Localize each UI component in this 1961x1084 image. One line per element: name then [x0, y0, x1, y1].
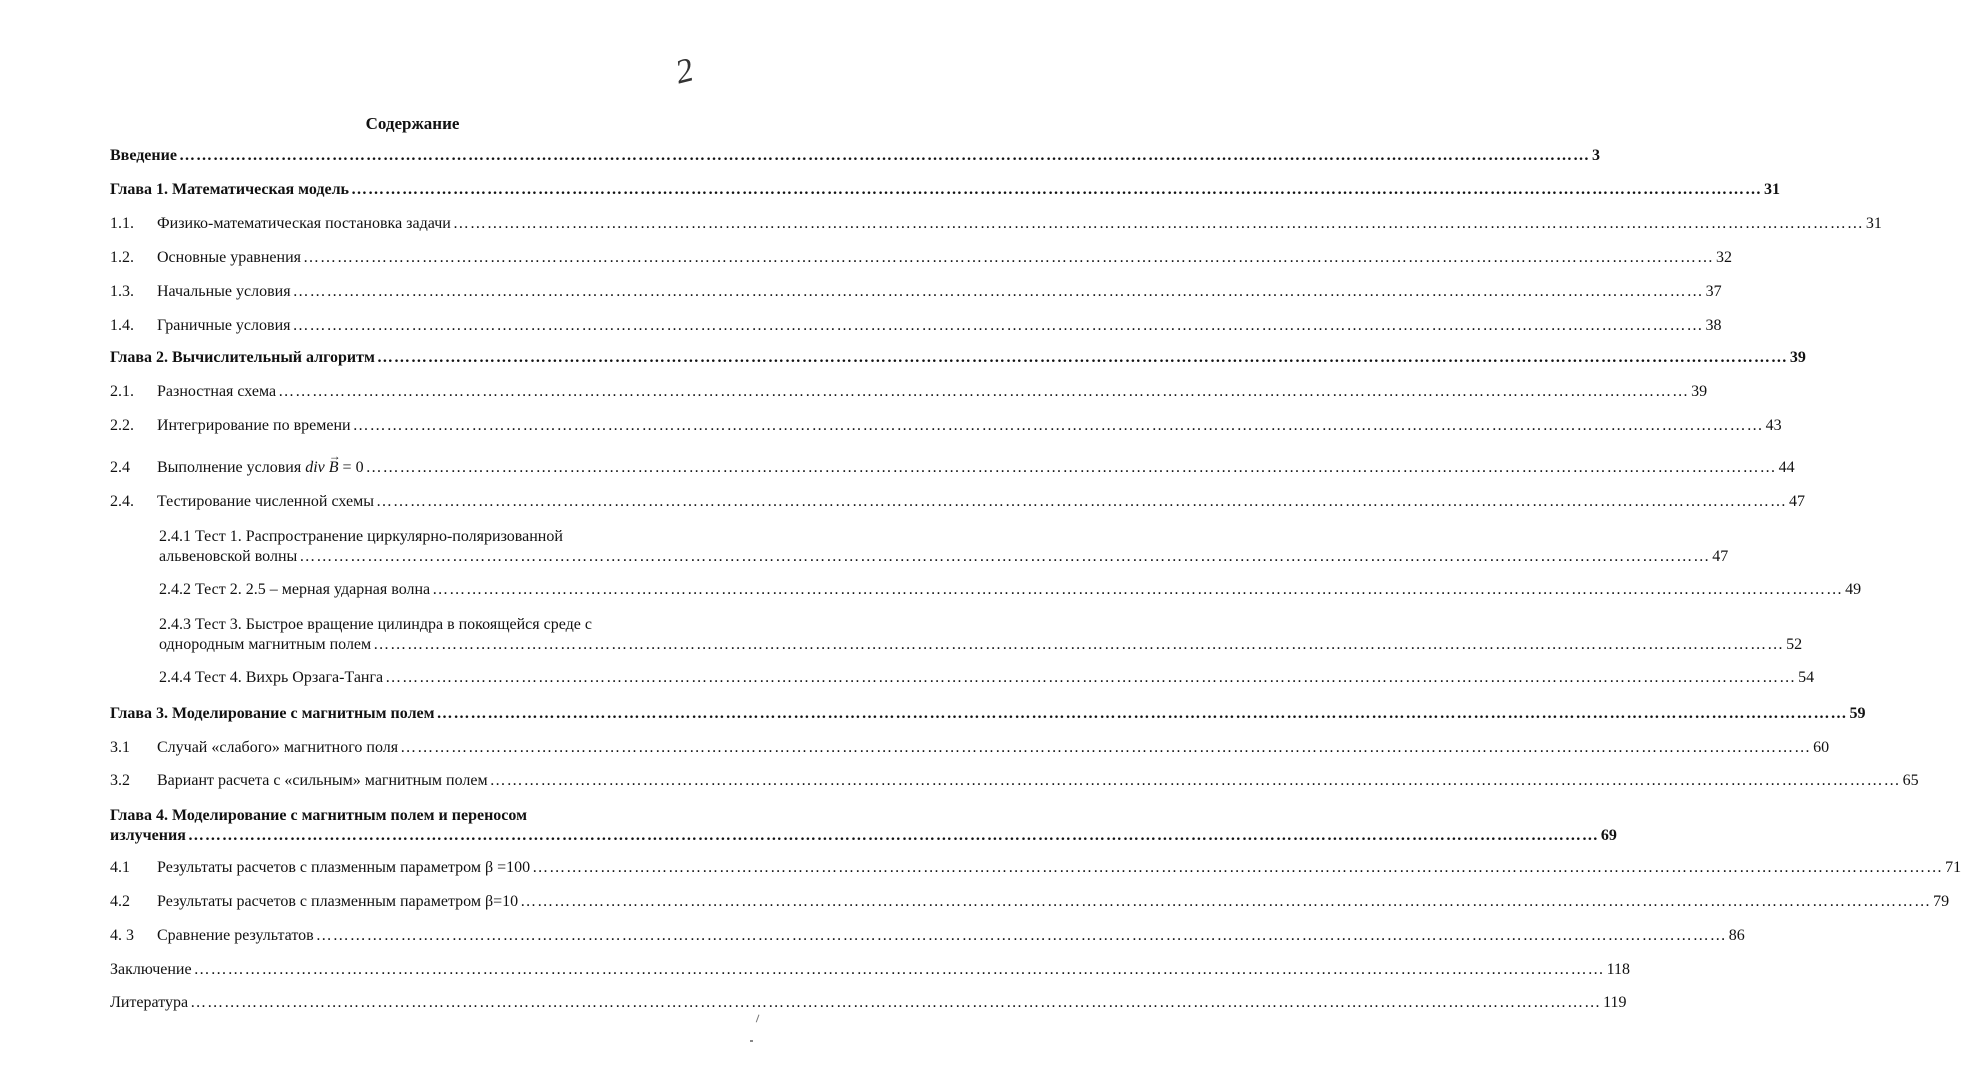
toc-entry-chapter-1: Глава 1. Математическая модель …………………………………………………………………………………………………………………………………………………………………………………………………………………………… 31 [110, 181, 1781, 198]
toc-entry-3-1: 3.1 Случай «слабого» магнитного поля …………………………………………………………………………………………………………………………………………………………………………………………………………………………… 60 [110, 739, 1830, 756]
toc-entry-introduction: Введение …………………………………………………………………………………………………………………………………………………………………………………………………………………………… 3 [110, 147, 1600, 164]
divergence-condition-text: Выполнение условия div → B = 0 [157, 458, 364, 478]
toc-entry-1-3: 1.3. Начальные условия …………………………………………………………………………………………………………………………………………………………………………………………………………………………… 37 [110, 283, 1722, 300]
toc-entry-4-3: 4. 3 Сравнение результатов …………………………………………………………………………………………………………………………………………………………………………………………………………………………… 86 [110, 927, 1745, 944]
toc-entry-4-1: 4.1 Результаты расчетов с плазменным параметром β =100 …………………………………………………………………………………………………………………………………………………………………………………………………………………………… 71 [110, 859, 1961, 876]
toc-entry-chapter-2: Глава 2. Вычислительный алгоритм …………………………………………………………………………………………………………………………………………………………………………………………………………………………… 39 [110, 349, 1806, 366]
scan-speck [756, 1015, 762, 1024]
toc-entry-2-4-3: 2.4.3 Тест 3. Быстрое вращение цилиндра в покоящейся среде с однородным магнитным полем …………………………………………………………………………………………………………………………………………………………………………………………………………………………… 52 [159, 616, 1803, 653]
toc-entry-conclusion: Заключение …………………………………………………………………………………………………………………………………………………………………………………………………………………………… 118 [110, 961, 1630, 978]
toc-entry-3-2: 3.2 Вариант расчета с «сильным» магнитным полем …………………………………………………………………………………………………………………………………………………………………………………………………………………………… 65 [110, 772, 1919, 789]
toc-entry-2-4-divergence: 2.4 Выполнение условия div → B = 0 …………………………………………………………………………………………………………………………………………………………………………………………………………………………… 44 [110, 458, 714, 478]
toc-entry-1-1: 1.1. Физико-математическая постановка задачи …………………………………………………………………………………………………………………………………………………………………………………………………………………………… 31 [110, 215, 1882, 232]
toc-entry-1-4: 1.4. Граничные условия …………………………………………………………………………………………………………………………………………………………………………………………………………………………… 38 [110, 317, 1722, 334]
toc-entry-references: Литература …………………………………………………………………………………………………………………………………………………………………………………………………………………………… 119 [110, 994, 1627, 1011]
toc-entry-2-4-1: 2.4.1 Тест 1. Распространение циркулярно-поляризованной альвеновской волны …………………………………………………………………………………………………………………………………………………………………………………………………………………………… 47 [159, 528, 1729, 565]
toc-entry-2-4-2: 2.4.2 Тест 2. 2.5 – мерная ударная волна …………………………………………………………………………………………………………………………………………………………………………………………………………………………… 49 [159, 581, 1862, 598]
vector-b: → B [329, 458, 339, 478]
toc-entry-4-2: 4.2 Результаты расчетов с плазменным параметром β=10 …………………………………………………………………………………………………………………………………………………………………………………………………………………………… 79 [110, 893, 1950, 910]
toc-entry-2-1: 2.1. Разностная схема …………………………………………………………………………………………………………………………………………………………………………………………………………………………… 39 [110, 383, 1708, 400]
toc-entry-1-2: 1.2. Основные уравнения …………………………………………………………………………………………………………………………………………………………………………………………………………………………… 32 [110, 249, 1732, 266]
toc-title: Содержание [365, 114, 460, 133]
toc-entry-2-2: 2.2. Интегрирование по времени …………………………………………………………………………………………………………………………………………………………………………………………………………………………… 43 [110, 417, 1782, 434]
toc-entry-2-4-4: 2.4.4 Тест 4. Вихрь Орзага-Танга …………………………………………………………………………………………………………………………………………………………………………………………………………………………… 54 [159, 669, 1815, 686]
scan-speck [750, 1040, 753, 1042]
page-number: 2 [671, 51, 698, 92]
toc-entry-chapter-3: Глава 3. Моделирование с магнитным полем …………………………………………………………………………………………………………………………………………………………………………………………………………………………… 59 [110, 705, 1866, 722]
toc-entry-2-4: 2.4. Тестирование численной схемы …………………………………………………………………………………………………………………………………………………………………………………………………………………………… 47 [110, 493, 1805, 510]
toc-entry-chapter-4: Глава 4. Моделирование с магнитным полем и переносом излучения …………………………………………………………………………………………………………………………………………………………………………………………………………………………… 69 [110, 807, 1617, 844]
